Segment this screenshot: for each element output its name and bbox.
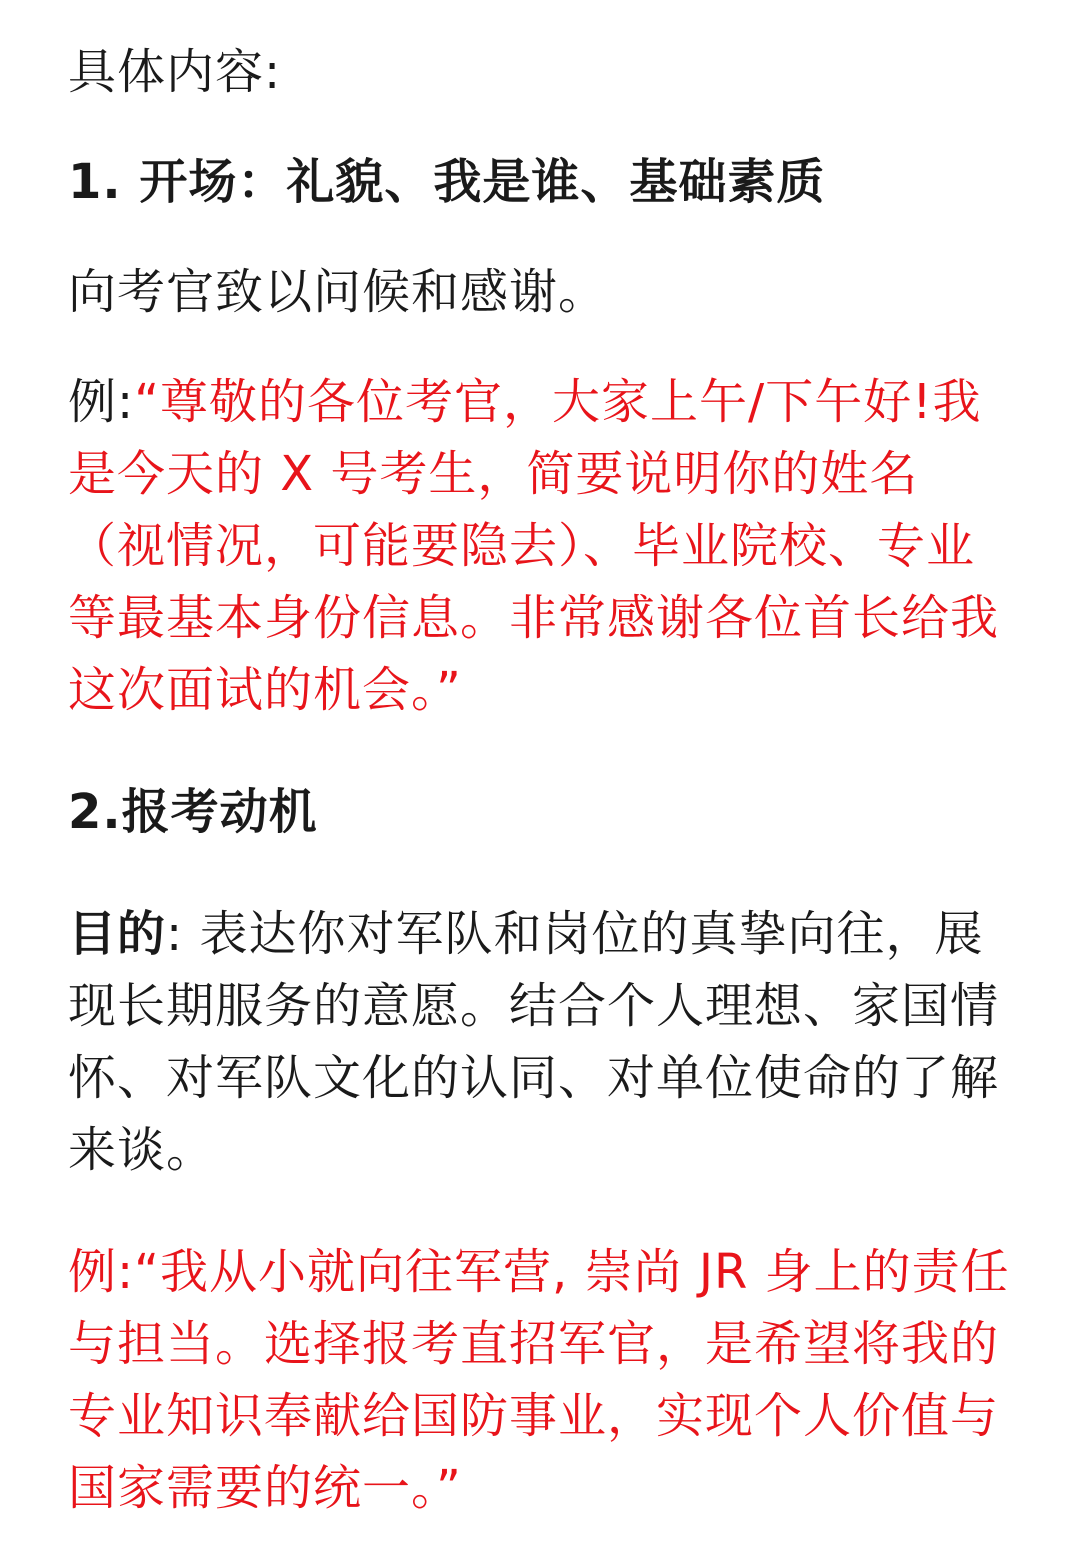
section2-purpose [68, 898, 1016, 1186]
section1-example-text: “尊敬的各位考官，大家上午/下午好!我是今天的 X 号考生，简要说明你的姓名（视情况，可能要隐去）、毕业院校、专业等最基本身份信息。非常感谢各位首长给我这次面试的机会。” [68, 374, 1000, 718]
purpose-label: 目的 [68, 906, 167, 962]
section1-heading: 1. 开场：礼貌、我是谁、基础素质 [68, 154, 826, 210]
section2-example: 例:“我从小就向往军营, 崇尚 JR 身上的责任与担当。选择报考直招军官，是希望将我的专业知识奉献给国防事业，实现个人价值与国家需要的统一。” [68, 1244, 1010, 1516]
section2-heading: 2.报考动机 [68, 784, 318, 840]
intro-label: 具体内容: [68, 44, 282, 100]
example-prefix: 例: [68, 374, 135, 430]
section1-example [68, 366, 1016, 726]
section1-description: 向考官致以问候和感谢。 [68, 264, 608, 320]
purpose-text: : 表达你对军队和岗位的真挚向往，展现长期服务的意愿。结合个人理想、家国情怀、对军队文化的认同、对单位使命的了解来谈。 [68, 906, 1000, 1178]
